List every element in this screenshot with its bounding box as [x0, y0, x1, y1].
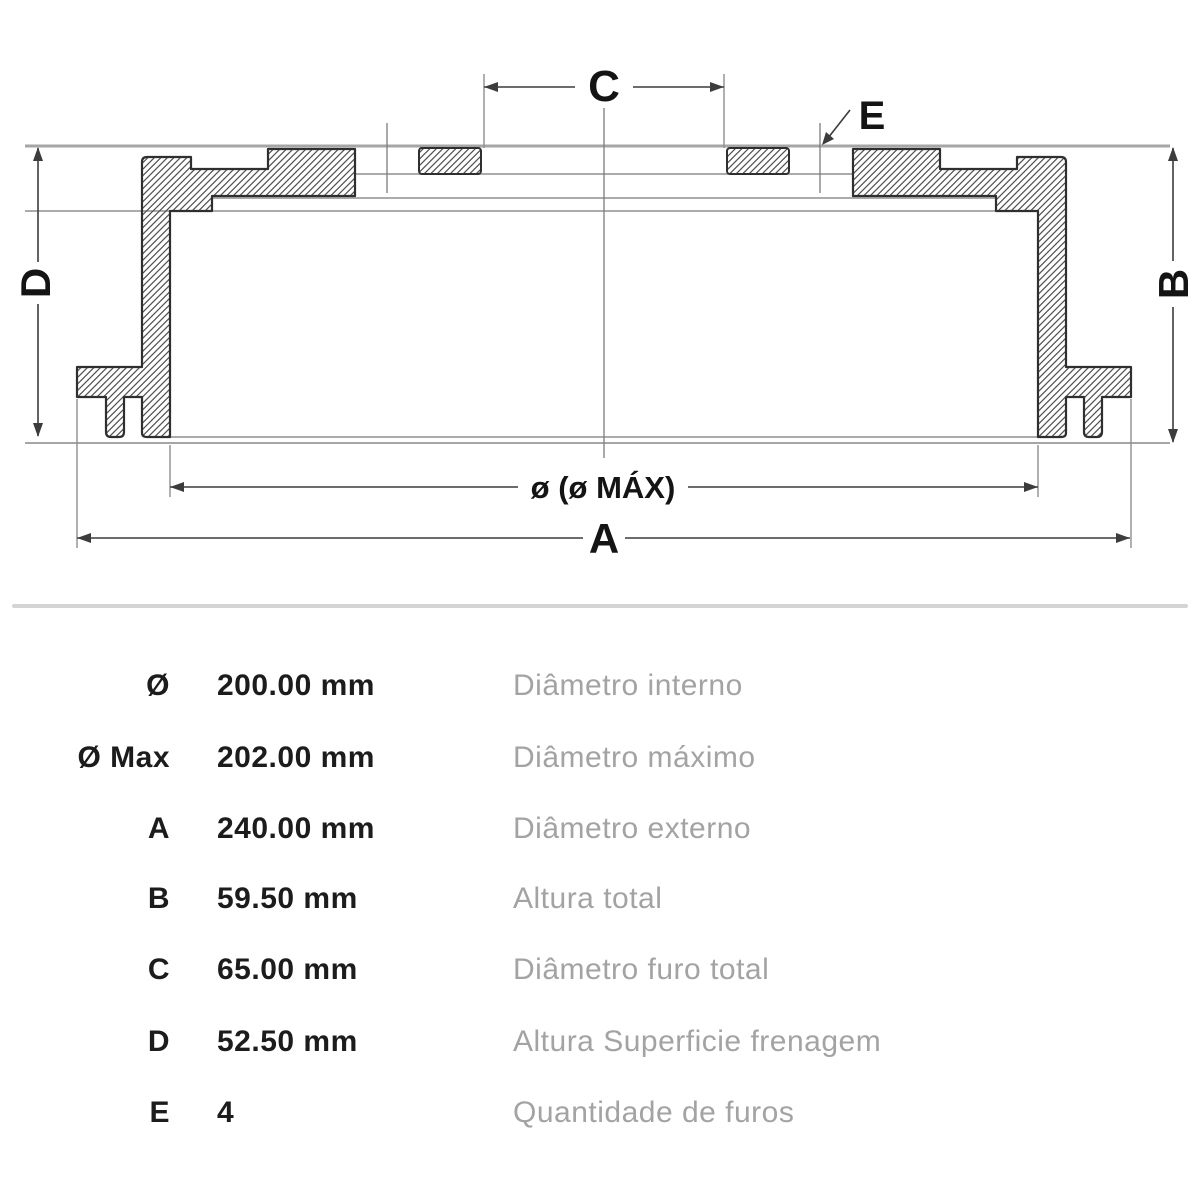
spec-value: 200.00 mm	[217, 669, 375, 702]
spec-label: A	[147, 812, 170, 845]
spec-value: 202.00 mm	[217, 741, 375, 774]
spec-row-diameter-maximo	[0, 740, 1200, 776]
spec-description: Quantidade de furos	[513, 1096, 795, 1129]
spec-description: Diâmetro furo total	[513, 953, 770, 986]
spec-row-altura-total	[0, 881, 1200, 917]
dim-c-label: C	[588, 62, 620, 111]
spec-label: E	[149, 1096, 170, 1129]
drum-section-right	[853, 149, 1131, 437]
spec-value: 4	[217, 1096, 235, 1129]
dim-a-label: A	[588, 515, 620, 562]
spec-description: Diâmetro máximo	[513, 741, 756, 774]
dim-e-label: E	[858, 94, 886, 138]
dim-b-label: B	[1150, 268, 1197, 300]
flange-segment-right	[727, 148, 789, 174]
spec-description: Altura Superficie frenagem	[513, 1025, 882, 1058]
spec-value: 65.00 mm	[217, 953, 358, 986]
section-divider	[12, 604, 1188, 608]
dim-d-label: D	[12, 267, 59, 299]
spec-row-quantidade-furos	[0, 1095, 1200, 1131]
spec-label: Ø	[146, 669, 170, 702]
drum-section-left	[77, 149, 355, 437]
spec-label: B	[147, 882, 170, 915]
spec-row-superficie-frenagem	[0, 1024, 1200, 1060]
spec-label: Ø Max	[77, 741, 170, 774]
spec-description: Altura total	[513, 882, 663, 915]
dimension-e	[822, 110, 850, 145]
spec-row-furo-total	[0, 952, 1200, 988]
spec-description: Diâmetro interno	[513, 669, 743, 702]
spec-value: 240.00 mm	[217, 812, 375, 845]
spec-row-diameter-externo	[0, 811, 1200, 847]
spec-value: 52.50 mm	[217, 1025, 358, 1058]
spec-value: 59.50 mm	[217, 882, 358, 915]
spec-row-diameter-interno	[0, 668, 1200, 704]
spec-description: Diâmetro externo	[513, 812, 752, 845]
dim-dia-label: ø (ø MÁX)	[530, 470, 676, 505]
spec-label: D	[147, 1025, 170, 1058]
flange-segment-left	[419, 148, 481, 174]
spec-label: C	[147, 953, 170, 986]
